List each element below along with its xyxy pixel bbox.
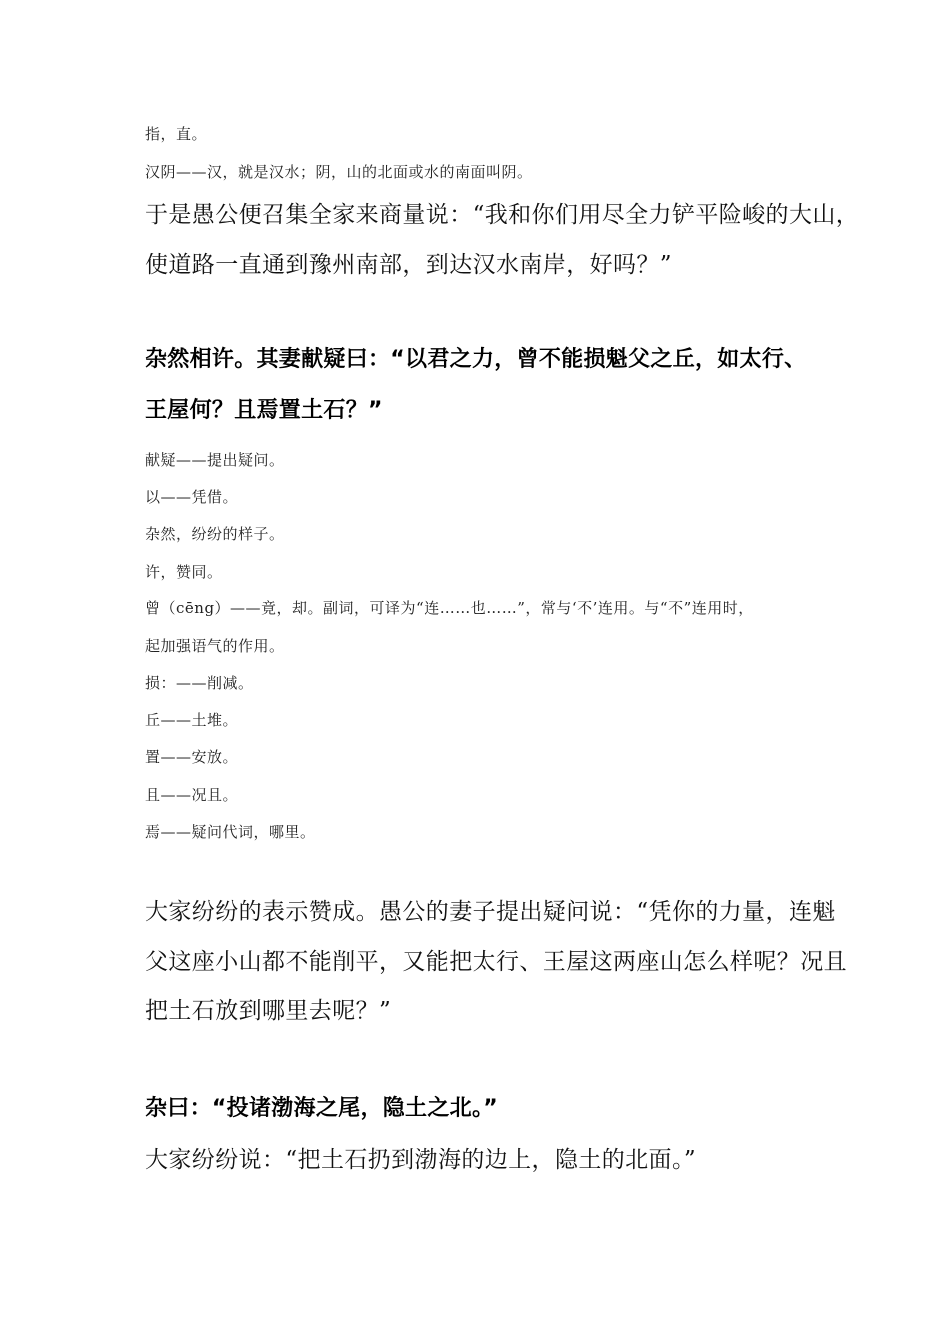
translation-line: 父这座小山都不能削平，又能把太行、王屋这两座山怎么样呢？况且 [145, 949, 847, 975]
note-line: 焉——疑问代词，哪里。 [145, 823, 316, 841]
translation-line: 使道路一直通到豫州南部，到达汉水南岸，好吗？” [145, 252, 672, 278]
note-line: 损：——削减。 [145, 674, 254, 692]
note-line: 许，赞同。 [145, 563, 223, 581]
note-line: 丘——土堆。 [145, 711, 239, 729]
note-line: 以——凭借。 [145, 488, 239, 506]
translation-line: 把土石放到哪里去呢？” [145, 998, 392, 1024]
translation-line: 大家纷纷说：“把土石扔到渤海的边上，隐土的北面。” [145, 1147, 697, 1173]
original-text-line: 杂曰：“投诸渤海之尾，隐土之北。” [145, 1096, 499, 1121]
translation-line: 于是愚公便召集全家来商量说：“我和你们用尽全力铲平险峻的大山， [145, 202, 860, 228]
note-line: 置——安放。 [145, 748, 239, 766]
note-line: 汉阴——汉，就是汉水；阴，山的北面或水的南面叫阴。 [145, 163, 533, 181]
note-line: 指，直。 [145, 125, 208, 143]
translation-line: 大家纷纷的表示赞成。愚公的妻子提出疑问说：“凭你的力量，连魁 [145, 899, 836, 925]
note-line: 杂然，纷纷的样子。 [145, 525, 285, 543]
note-line: 起加强语气的作用。 [145, 637, 285, 655]
note-line: 献疑——提出疑问。 [145, 451, 285, 469]
note-line: 且——况且。 [145, 786, 239, 804]
original-text-line: 杂然相许。其妻献疑曰：“以君之力，曾不能损魁父之丘，如太行、 [145, 347, 807, 372]
original-text-line: 王屋何？且焉置土石？” [145, 398, 383, 423]
note-line: 曾（cēng）——竟，却。副词，可译为“连……也……”，常与‘不’连用。与“不”连用时， [145, 599, 754, 617]
